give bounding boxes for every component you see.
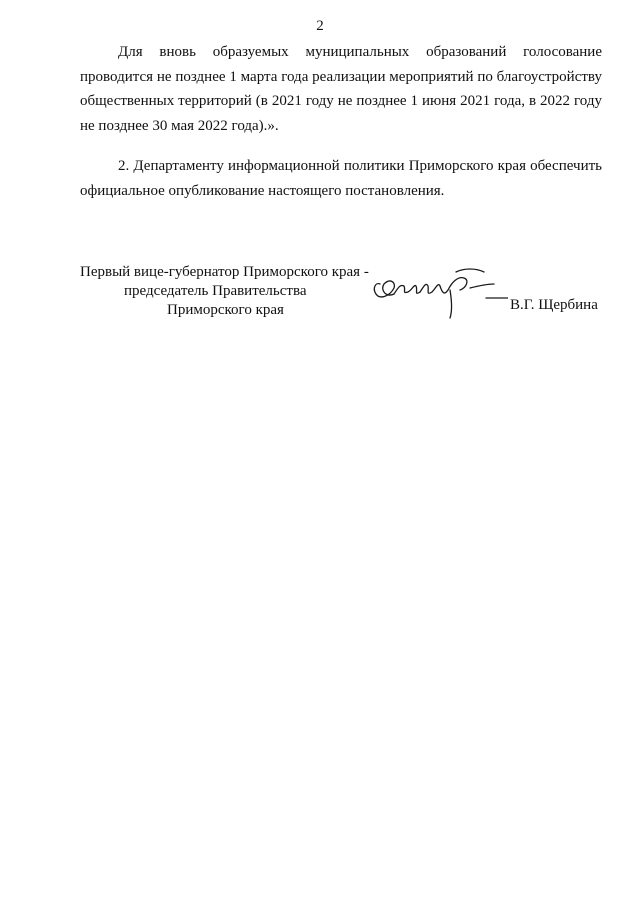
signatory-title-line-1: Первый вице-губернатор Приморского края - bbox=[80, 264, 369, 280]
paragraph-publication-order: 2. Департаменту информационной политики Приморского края обеспечить официальное опубликование настоящего постановления. bbox=[80, 158, 602, 199]
page-number: 2 bbox=[316, 18, 324, 34]
handwritten-signature bbox=[368, 262, 508, 322]
paragraph-voting-deadline: Для вновь образуемых муниципальных образований голосование проводится не позднее 1 марта года реализации мероприятий по благоустройству общественных территорий (в 2021 году не позднее 1 июня 2021 года, в 2022 году не позднее 30 мая 2022 года).». bbox=[80, 44, 602, 134]
signatory-title-line-2: председатель Правительства bbox=[124, 283, 307, 299]
signatory-name: В.Г. Щербина bbox=[510, 297, 598, 313]
signatory-title-line-3: Приморского края bbox=[167, 302, 284, 318]
signatory-title bbox=[80, 263, 380, 320]
